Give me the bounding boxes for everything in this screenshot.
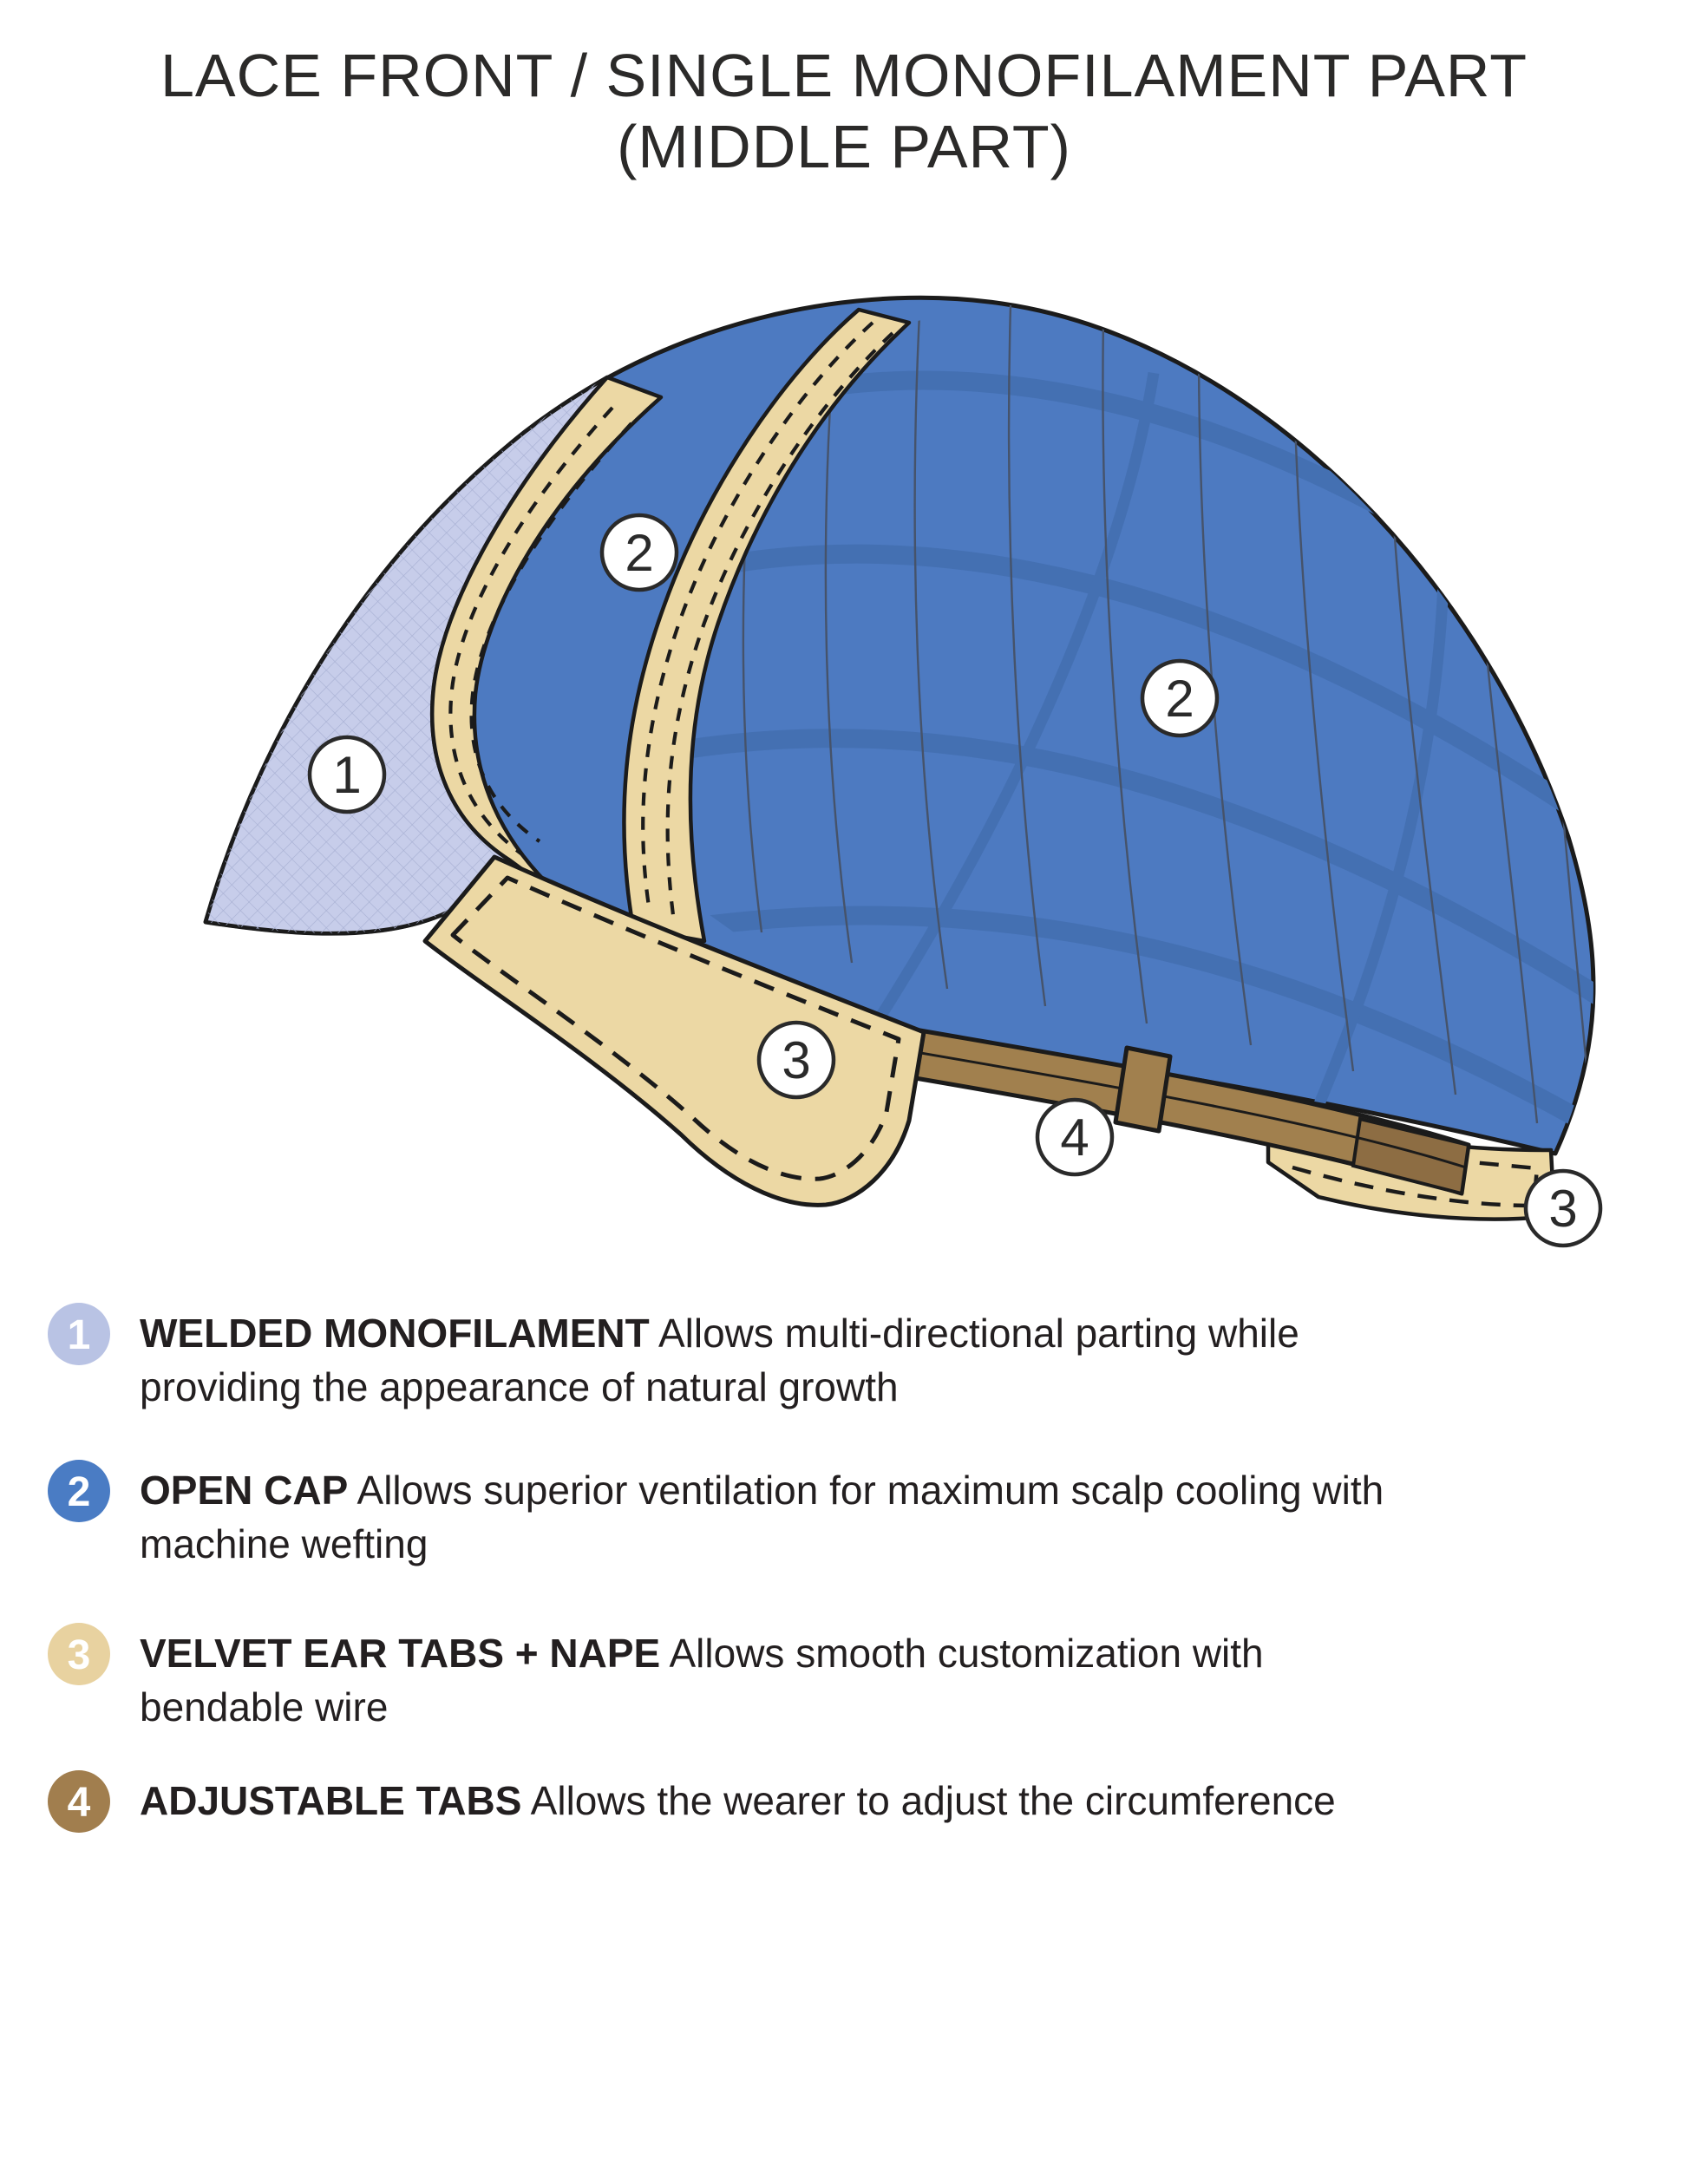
callout-2-back-number: 2 (1165, 670, 1194, 728)
legend-term-2: OPEN CAP (140, 1468, 349, 1513)
strap-slider-buckle (1116, 1048, 1170, 1131)
legend-desc-4: Allows the wearer to adjust the circumference (530, 1778, 1336, 1823)
legend-badge-4-number: 4 (67, 1780, 91, 1826)
legend-badge-1-number: 1 (67, 1312, 91, 1358)
legend-text-2 (140, 1463, 1493, 1571)
callout-2-front (602, 515, 677, 590)
legend-badge-3 (48, 1623, 110, 1685)
legend-term-1: WELDED MONOFILAMENT (140, 1311, 650, 1356)
legend-badge-1 (48, 1303, 110, 1365)
callout-1 (310, 737, 384, 812)
callout-3-nape (1526, 1171, 1600, 1246)
page-title (0, 40, 1688, 182)
legend-item-adjustable-tabs (48, 1770, 1336, 1833)
legend-desc-1: Allows multi-directional parting while providing the appearance of natural growth (140, 1311, 1299, 1409)
legend-badge-3-number: 3 (67, 1632, 91, 1678)
callout-4 (1037, 1100, 1112, 1174)
callout-4-number: 4 (1060, 1108, 1089, 1167)
callout-3-ear-tab (759, 1023, 834, 1097)
legend-desc-2: Allows superior ventilation for maximum scalp cooling with machine wefting (140, 1468, 1384, 1566)
legend-desc-3: Allows smooth customization with bendable wire (140, 1631, 1264, 1730)
legend-badge-4 (48, 1770, 110, 1833)
callout-2-back (1142, 661, 1217, 736)
callout-1-number: 1 (332, 746, 362, 804)
page-title-line1: LACE FRONT / SINGLE MONOFILAMENT PART (160, 42, 1528, 109)
legend-badge-2 (48, 1460, 110, 1522)
callout-3-nape-number: 3 (1548, 1180, 1578, 1238)
legend-item-velvet-ear-tabs (48, 1623, 1389, 1734)
legend-badge-2-number: 2 (67, 1469, 91, 1515)
legend-item-open-cap (48, 1460, 1493, 1571)
legend-text-1 (140, 1306, 1337, 1414)
page-title-line2: (MIDDLE PART) (617, 113, 1071, 180)
legend-item-welded-monofilament (48, 1303, 1337, 1414)
legend-text-3 (140, 1626, 1389, 1734)
legend-term-4: ADJUSTABLE TABS (140, 1778, 522, 1823)
callout-3-ear-tab-number: 3 (782, 1031, 811, 1089)
legend-text-4 (140, 1774, 1336, 1828)
callout-2-front-number: 2 (625, 524, 654, 582)
legend-term-3: VELVET EAR TABS + NAPE (140, 1631, 661, 1676)
